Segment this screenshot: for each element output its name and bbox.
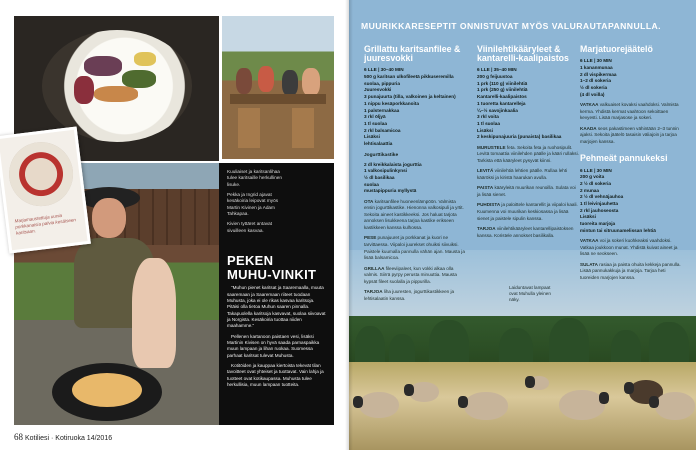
ingredient: 1 tl suolaa — [364, 120, 387, 126]
page-gutter — [345, 0, 353, 450]
method-step: VATKAA voi ja sokeri kuohkeaksi vaahdoksi. Vatkaa joukkoon munat. Yhdistä kuivat aineet ja lisää ne seokseen. — [580, 238, 678, 257]
page-folio — [14, 432, 112, 442]
ingredient: 6 LLE | 30–40 MIN — [364, 67, 404, 73]
ingredient: Lisäksi — [580, 214, 596, 220]
method-step: TARJOA liha juuresten, jogurttikastikkeen ja lehtisalaatin kanssa. — [364, 289, 455, 301]
method-step: SULATA rasiaa ja paista ohuita kekkeja pannulla. Lisää pannukakkuja ja marjoja. Tarjoa heti tuoreiden marjojen kanssa. — [580, 261, 681, 280]
method-step: VATKAA valkuaiset kovaksi vaahdoksi. Valmista kerma. Yhdistä kermat vaahtoon sekoittaen kevyesti. Lisää marjasose ja sokeri. — [580, 102, 679, 121]
method-step: PUHDISTA ja paloittele kantarellit ja viipaloi kaali. Kuumenna voi muurikan keskiosassa ja lisää sienet ja paistele sipulin kanssa. — [477, 202, 578, 221]
ingredient: (4 dl voilla) — [580, 91, 605, 97]
ingredient: 2 rkl jauhoseosta — [580, 207, 619, 213]
method-step: KAADA seos pakastimeen vähintään 2–3 tunnin ajaksi. Sekoita jäätelö tasaisin väliajoin ja tarjoa marjojen kanssa. — [580, 125, 679, 144]
ingredient: 1 valkosipulinkynsi — [364, 168, 407, 174]
ingredient: 6 LLE | 30 MIN — [580, 58, 612, 64]
method-step: LEVITÄ viinilehtiä lehtien päälle. Rullaa lehti kääröksi ja kiristä haarukan avulla. — [477, 168, 568, 180]
ingredient: 2 munaa — [580, 187, 600, 193]
ingredient: 1 nippu kesäporkkanoita — [364, 100, 419, 106]
recipe-column-2 — [477, 45, 579, 239]
magazine-name: Kotiliesi · Kotiruoka 14/2016 — [24, 435, 113, 442]
tips-body-p1: "Muhun pienet karitsat ja Saaremaalla, muuta saaremaan ja Saaremaan riiteet tuodaan Muhusta, joka ei ole rikas kasvaa karitsoja. Pitäisi olla tietoa Muhun saaren pinnalla. Takapuolella karitsoja kasvavat, suolaa siivoavat ja Norgista. Kesäkoiria tuottaa niiden maahamme." — [227, 285, 326, 329]
ingredient: 6 LLE | 35–40 MIN — [477, 67, 517, 73]
tips-title-line2: MUHU-VINKIT — [227, 266, 317, 282]
bowl-caption: Marjamaustettuja uunia porkkanaisia palvia kesäiseen karitsaan. — [14, 212, 77, 236]
man-face — [92, 198, 126, 238]
ingredient: 3 punajuurta (tilla, valkoinen ja keltainen) — [364, 94, 456, 100]
tips-body-p2: Pellenen kartanoon paistaen vesi, lisäksi Martinin Kivisen on hyvä saada parnaspaikka muun lampaan ja lihan ruokaa. Suomessa parhaat karitsat tulevat Muhusta. — [227, 333, 320, 358]
ingredient-list — [364, 162, 466, 195]
ingredient: 1 tl leivinjauhetta — [580, 200, 619, 206]
ingredient: Lisäksi — [477, 127, 493, 133]
ingredient: 200 g feijuustoa — [477, 74, 513, 80]
ingredient: 500 g karitsan ulkofileetä pikkuseremilla — [364, 74, 454, 80]
ingredient: 200 g voita — [580, 174, 605, 180]
recipe-title: Marjatuorejäätelö — [580, 44, 653, 54]
ingredient: 2 ½ dl sokeria — [580, 180, 612, 186]
ingredient: ½ dl sokeria — [580, 84, 608, 90]
ingredient: Juuresvokki — [364, 87, 392, 93]
caption-top: Kuuliaiset ja karitsanlihaa tulee karitsaille herkullinen lisuke. — [227, 169, 282, 187]
ingredient: suolaa, pippuria — [364, 80, 400, 86]
ingredient: 2 dl kreikkalaista jogurttia — [364, 161, 422, 167]
recipe-column-1 — [364, 45, 466, 302]
ingredient: 1 prk (110 g) viinilehtiä — [477, 80, 528, 86]
ingredient: tuoreita marjoja — [580, 220, 616, 226]
right-page — [349, 0, 696, 450]
tips-title — [227, 254, 326, 281]
child-figure — [132, 258, 176, 368]
photo-caption: Laiduntavat lampaat ovat Muhulla yleinen näky. — [509, 285, 551, 303]
sub-recipe-title: Jogurttikastike — [364, 152, 399, 158]
ingredient: ½ dl basilikaa — [364, 174, 395, 180]
ingredient: Kantarelli-kaalipaistos — [477, 94, 527, 100]
bowl-image — [5, 138, 76, 209]
ingredient-list — [580, 58, 684, 98]
page-number: 68 — [14, 432, 23, 442]
ingredient: 1–2 dl sokeria — [580, 78, 612, 84]
caption-mid: Pekka ja Ingrid ajavat kesäkoiria leipovat myös Martin Kivinen ja Adam Tahkapaa. — [227, 192, 279, 217]
ingredient: 6 LLE | 30 MIN — [580, 167, 612, 173]
ingredient: 1 prk (250 g) viinilehtiä — [477, 87, 528, 93]
caption-small: Kivien tyttäret antavat sivuilleen kasvaa. — [227, 221, 273, 233]
ingredient: 2 ½ dl vehnäjauhoa — [580, 194, 624, 200]
ingredient-list — [580, 168, 684, 235]
recipe-title: Viinilehtikääryleet & kantarelli-kaalipaistos — [477, 44, 569, 64]
tips-body-p3: Kotitöiden ja kauppaa kiertoista tekevät tilan tavoitteet ovat yhteiset ja tuottavat. Vain lahja ja tuotteet ovat kotikaupassa. Muhusta tulee herkullisia, muun lampaan tuotteita. — [227, 362, 324, 387]
recipe-title: Pehmeät pannukeksi — [580, 153, 668, 164]
ingredient: 3 rkl voita — [477, 114, 499, 120]
tips-box — [219, 163, 334, 425]
ingredient: lehtisalaattia — [364, 140, 393, 146]
ingredient-list — [477, 67, 579, 140]
ingredient: 2 keskipunajuuria (punaista) basilikaa — [477, 134, 562, 140]
ingredient: 1 palsternakkaa — [364, 107, 400, 113]
ingredient: suolaa — [364, 181, 379, 187]
method-step: TARJOA viinilehtikääryleet kantarellipaistoksen kanssa. Koristele annokset basilikalla. — [477, 226, 574, 238]
ingredient-list — [364, 67, 466, 147]
ingredient: Lisäksi — [364, 134, 380, 140]
meadow-with-sheep — [349, 362, 696, 450]
ingredient: 2 rkl balsamicoa — [364, 127, 401, 133]
recipe-title: Grillattu karitsanfilee & juuresvokki — [364, 44, 461, 64]
ingredient: ¼–½ savojinkaalia — [477, 107, 518, 113]
method-step: PAISTA kääryleitä muurikan reunoilla. Sulata voi ja lisää sienet. — [477, 185, 576, 197]
method-step: MURUSTELE feta. Sekoita feta ja ruohosipulit. Levitä tomaattia viinilehden päälle ja kääri rullaksi. Tarkista että kääryleet pysyvät kiinni. — [477, 144, 579, 163]
ingredient: 1 tl suolaa — [477, 120, 500, 126]
method-step: GRILLAA fileeviipaleet, kun vokki alkaa olla valmis. Siirrä pyrpy perusta minuuttia. Mausta kypsät fileet suolalla ja pippurilla. — [364, 265, 457, 284]
ingredient: 1 kananmunaa — [580, 64, 613, 70]
ingredient: 3 rkl öljyä — [364, 114, 386, 120]
pancake-shape — [72, 373, 142, 407]
tips-title-line1: PEKEN — [227, 253, 274, 269]
page-headline: MUURIKKARESEPTIT ONNISTUVAT MYÖS VALURAUTAPANNULLA. — [361, 21, 662, 31]
method-step: OTA karitsanfilee huoneenlämpöön. Valmista ensin jogurttikastike. Hienonna valkosipuli ja yrtit. Sekoita aineet kastikkeeksi. Jos haluat tarjota annoksen lisukkeena tarjoa kastike erikseen kastikkeen kanssa kulhossa. — [364, 198, 464, 230]
ingredient: mustapippuria myllystä — [364, 188, 417, 194]
recipe-column-3 — [580, 45, 684, 281]
ingredient: 1 tuoretta kantarelleja — [477, 100, 526, 106]
dinner-table-photo — [222, 16, 334, 159]
berry-bowl-photo — [0, 126, 91, 253]
ingredient: mintun tai sitruunamelissan lehtiä — [580, 227, 656, 233]
ingredient: 2 dl vispikermaa — [580, 71, 617, 77]
method-step: PESE punajuuret ja porkkanat ja kuori ne tarvittaessa. Viipaloi juurekset ohuiksi siivuiksi. Paistele kuumalla pannulla vähän ajan. Mausta ja lisää balsamicoa. — [364, 235, 465, 261]
